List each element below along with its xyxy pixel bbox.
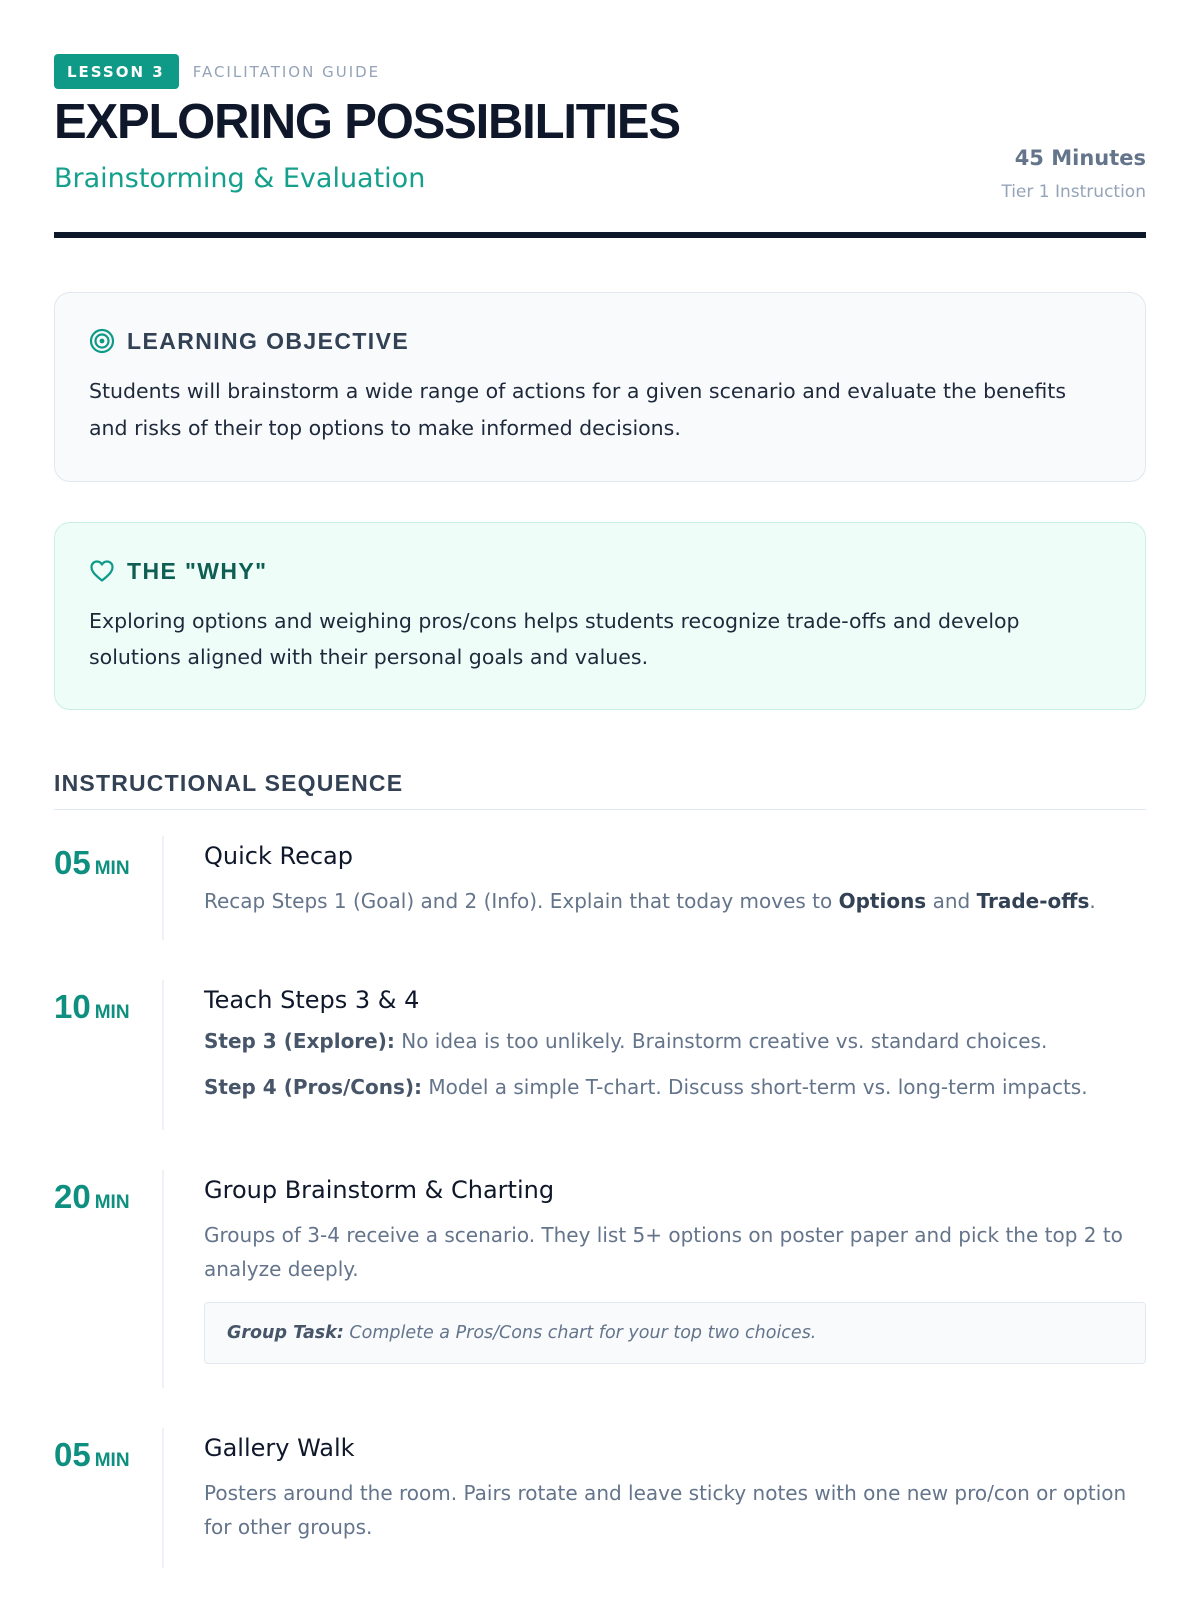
step-duration — [54, 1170, 162, 1388]
lesson-badge: LESSON 3 — [54, 54, 179, 89]
step-emphasis-tradeoffs: Trade-offs — [976, 888, 1090, 913]
group-task-label: Group Task: — [227, 1322, 344, 1343]
why-text: Exploring options and weighing pros/cons helps students recognize trade-offs and develop solutions aligned with their personal goals and values. — [89, 609, 1020, 669]
step-title: Teach Steps 3 & 4 — [204, 986, 420, 1014]
step-content — [164, 1428, 1146, 1568]
step-minutes: 05 — [54, 844, 91, 881]
step-unit: MIN — [94, 1450, 130, 1471]
why-card — [54, 522, 1146, 710]
step-minutes: 20 — [54, 1178, 91, 1215]
step-detail-text: Model a simple T-chart. Discuss short-term vs. long-term impacts. — [422, 1074, 1088, 1099]
step-detail-pros-cons — [204, 1069, 1146, 1105]
step-duration — [54, 1428, 162, 1568]
sequence-step-gallery-walk — [54, 1428, 1146, 1568]
learning-objective-card — [54, 292, 1146, 482]
step-detail-label: Step 4 (Pros/Cons): — [204, 1074, 422, 1099]
step-unit: MIN — [94, 1192, 130, 1213]
step-description-text: . — [1089, 888, 1096, 913]
instructional-sequence-title: INSTRUCTIONAL SEQUENCE — [54, 770, 1146, 810]
instruction-tier: Tier 1 Instruction — [1001, 182, 1146, 202]
why-header — [89, 557, 1111, 585]
learning-objective-title: LEARNING OBJECTIVE — [127, 327, 410, 354]
learning-objective-text: Students will brainstorm a wide range of actions for a given scenario and evaluate the benefits and risks of their top options to make informed decisions. — [89, 379, 1067, 440]
step-minutes: 10 — [54, 988, 91, 1025]
sequence-step-quick-recap — [54, 836, 1146, 940]
step-content — [164, 1170, 1146, 1388]
step-title: Group Brainstorm & Charting — [204, 1176, 555, 1204]
target-icon — [89, 328, 115, 354]
header-kicker — [54, 54, 1146, 89]
step-content — [164, 980, 1146, 1130]
why-title: THE "WHY" — [127, 557, 268, 584]
step-description: Groups of 3-4 receive a scenario. They list 5+ options on poster paper and pick the top 2 to analyze deeply. — [204, 1222, 1123, 1281]
step-description — [204, 884, 1146, 918]
group-task-callout — [204, 1302, 1146, 1364]
step-unit: MIN — [94, 858, 130, 879]
step-unit: MIN — [94, 1002, 130, 1023]
group-task-text: Complete a Pros/Cons chart for your top two choices. — [343, 1322, 817, 1343]
lesson-meta — [1001, 146, 1146, 202]
step-detail-label: Step 3 (Explore): — [204, 1028, 395, 1053]
page-subtitle: Brainstorming & Evaluation — [54, 163, 426, 194]
page-title: EXPLORING POSSIBILITIES — [54, 95, 680, 149]
sequence-step-group-brainstorm — [54, 1170, 1146, 1388]
step-detail-text: No idea is too unlikely. Brainstorm creative vs. standard choices. — [394, 1028, 1048, 1053]
step-content — [164, 836, 1146, 940]
step-minutes: 05 — [54, 1436, 91, 1473]
learning-objective-header — [89, 327, 1111, 355]
step-emphasis-options: Options — [838, 888, 927, 913]
step-duration — [54, 980, 162, 1130]
page-header — [54, 54, 1146, 238]
step-description-text: and — [926, 888, 977, 913]
step-description-text: Recap Steps 1 (Goal) and 2 (Info). Explain that today moves to — [204, 888, 839, 913]
lesson-duration: 45 Minutes — [1014, 146, 1146, 170]
step-title: Quick Recap — [204, 842, 353, 870]
step-description: Posters around the room. Pairs rotate and leave sticky notes with one new pro/con or option for other groups. — [204, 1480, 1127, 1539]
step-title: Gallery Walk — [204, 1434, 355, 1462]
sequence-step-teach-steps — [54, 980, 1146, 1130]
guide-label: FACILITATION GUIDE — [192, 62, 381, 81]
heart-icon — [89, 559, 115, 583]
step-duration — [54, 836, 162, 940]
step-detail-explore — [204, 1023, 1146, 1059]
